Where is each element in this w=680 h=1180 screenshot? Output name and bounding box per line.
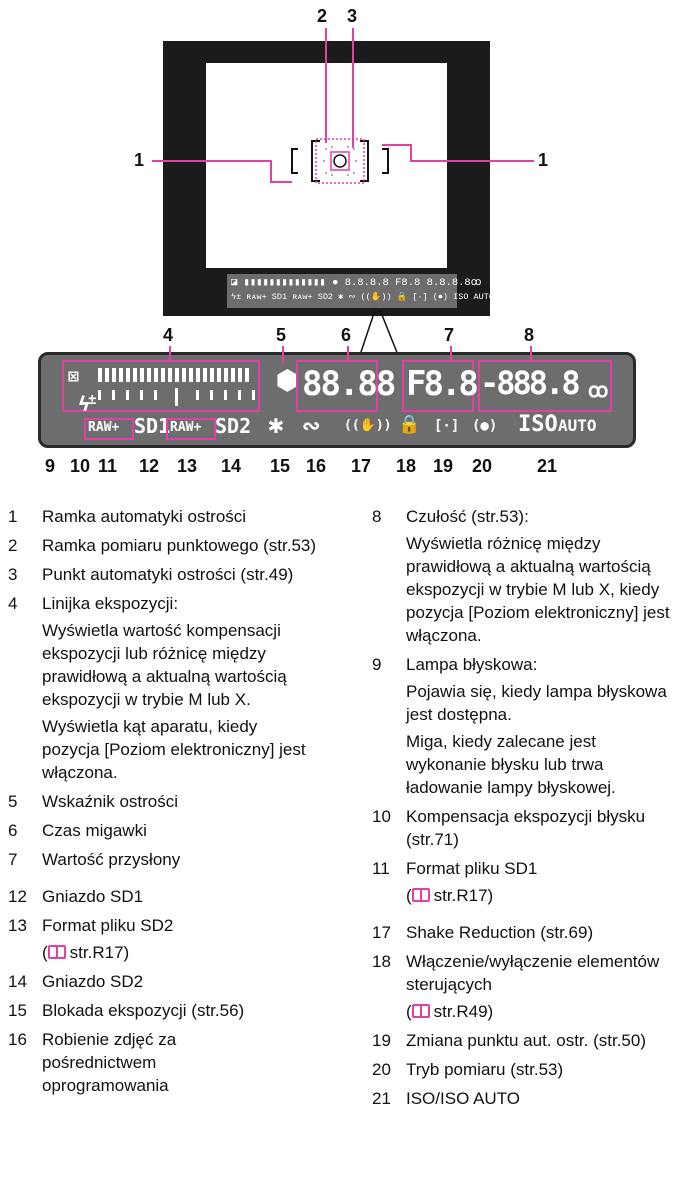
leader-5	[282, 346, 284, 364]
iso-auto-label: AUTO	[558, 416, 597, 435]
callout-5: 5	[276, 325, 287, 345]
callout-1-left: 1	[134, 150, 145, 170]
callout-20: 20	[472, 456, 493, 476]
callout-3: 3	[347, 6, 358, 26]
callout-6: 6	[341, 325, 352, 345]
legend-item: 14 Gniazdo SD2	[8, 972, 144, 991]
leader-1-right-rise	[410, 144, 412, 162]
callout-10: 10	[70, 456, 91, 476]
legend-item: 2 Ramka pomiaru punktowego (str.53)	[8, 536, 317, 555]
callout-21: 21	[537, 456, 558, 476]
callout-2: 2	[317, 6, 328, 26]
legend-item: 1 Ramka automatyki ostrości	[8, 507, 247, 526]
book-icon	[48, 945, 66, 959]
callout-4: 4	[163, 325, 174, 345]
leader-1-left-end	[270, 181, 292, 183]
leader-1-right	[410, 160, 534, 162]
lock-icon: 🔒	[398, 414, 421, 435]
legend-item: 4 Linijka ekspozycji: Wyświetla wartość kompensacji ekspozycji lub różnicę między prawidłową a aktualną wartością ekspozycji w trybie M lub X. Wyświetla kąt aparatu, kiedy pozycja [Poziom elektroniczny] jest włączona.	[8, 594, 306, 782]
legend-item: 5 Wskaźnik ostrości	[8, 792, 179, 811]
shake-reduction-icon: ((✋))	[344, 418, 392, 433]
flash-comp-icon: ±	[88, 392, 97, 408]
ae-lock-icon: ✱	[268, 410, 284, 440]
legend-item: 8 Czułość (str.53): Wyświetla różnicę między prawidłową a aktualną wartością ekspozycji w trybie M lub X, kiedy pozycja [Poziom elektroniczny] jest włączona.	[372, 507, 670, 645]
af-frame-left-bracket	[292, 149, 298, 173]
iso-label: ISO	[518, 412, 558, 437]
callout-8: 8	[524, 325, 535, 345]
callout-18: 18	[396, 456, 417, 476]
legend-item: 9 Lampa błyskowa: Pojawia się, kiedy lampa błyskowa jest dostępna. Miga, kiedy zalecane jest wykonanie błysku lub trwa ładowanie lampy błyskowej.	[372, 655, 667, 797]
flash-icon: ϟ	[78, 392, 91, 416]
leader-6	[347, 346, 349, 360]
raw2-label: RAW+	[170, 420, 202, 435]
leader-2	[325, 28, 327, 143]
viewfinder-status-bar	[227, 274, 494, 308]
callout-9: 9	[45, 456, 56, 476]
af-point-icon: [·]	[434, 418, 460, 434]
legend-item: 15 Blokada ekspozycji (str.56)	[8, 1001, 245, 1020]
leader-8	[530, 346, 532, 360]
legend-item: 18 Włączenie/wyłączenie elementów sterujących ( str.R49)	[372, 952, 660, 1021]
af-frame-right-bracket	[382, 149, 388, 173]
viewfinder-lcd-row1: ◪ ▮▮▮▮▮▮▮▮▮▮▮▮▮ ● 8.8.8.8 F8.8 8.8.8.8ꝏ	[231, 277, 482, 289]
leader-7	[450, 346, 452, 360]
legend-right-column	[372, 505, 672, 1116]
callout-17: 17	[351, 456, 372, 476]
viewfinder-lcd-row2: ϟ± ʀᴀᴡ+ SD1 ʀᴀᴡ+ SD2 ✱ ∾ ((✋)) 🔒 [·] (●) ISO AUTO	[231, 292, 494, 302]
sd1-label: SD1	[134, 414, 171, 438]
legend-left-column	[8, 505, 318, 1103]
legend-item: 21 ISO/ISO AUTO	[372, 1089, 520, 1108]
sensitivity-value: -888.8	[480, 364, 578, 402]
aperture-value: F8.8	[406, 364, 476, 404]
legend-item: 20 Tryb pomiaru (str.53)	[372, 1060, 564, 1079]
legend-item: 16 Robienie zdjęć za pośrednictwem oprogramowania	[8, 1030, 177, 1095]
leader-4	[169, 346, 171, 360]
legend-item: 12 Gniazdo SD1	[8, 887, 144, 906]
legend-item: 7 Wartość przysłony	[8, 850, 181, 869]
legend-item: 10 Kompensacja ekspozycji błysku (str.71)	[372, 807, 646, 849]
exposure-scale	[98, 366, 258, 410]
legend-item: 13 Format pliku SD2 ( str.R17)	[8, 916, 174, 962]
raw1-label: RAW+	[88, 420, 120, 435]
book-icon	[412, 1004, 430, 1018]
legend-item: 11 Format pliku SD1 ( str.R17)	[372, 859, 538, 905]
legend-item: 17 Shake Reduction (str.69)	[372, 923, 594, 942]
callout-16: 16	[306, 456, 327, 476]
legend-item: 19 Zmiana punktu aut. ostr. (str.50)	[372, 1031, 647, 1050]
leader-1-left	[152, 160, 272, 162]
callout-14: 14	[221, 456, 242, 476]
focus-indicator: ⬢	[276, 366, 299, 396]
callout-7: 7	[444, 325, 455, 345]
callout-13: 13	[177, 456, 198, 476]
callout-15: 15	[270, 456, 291, 476]
leader-1-right-end	[382, 144, 412, 146]
callout-11: 11	[98, 456, 118, 476]
metering-icon: (●)	[472, 418, 498, 434]
sd2-label: SD2	[215, 414, 252, 438]
spot-circle	[334, 155, 346, 167]
callout-19: 19	[433, 456, 454, 476]
shutter-speed: 88.88	[302, 364, 395, 404]
leader-3	[352, 28, 354, 148]
ev-comp-icon: ⊠	[68, 366, 79, 387]
legend-item: 3 Punkt automatyki ostrości (str.49)	[8, 565, 294, 584]
callout-1-right: 1	[538, 150, 549, 170]
callout-12: 12	[139, 456, 160, 476]
tether-icon: ∾	[302, 414, 321, 439]
leader-1-left-drop	[270, 160, 272, 182]
book-icon	[412, 888, 430, 902]
infinity-icon: ꝏ	[588, 378, 609, 402]
legend-item: 6 Czas migawki	[8, 821, 147, 840]
